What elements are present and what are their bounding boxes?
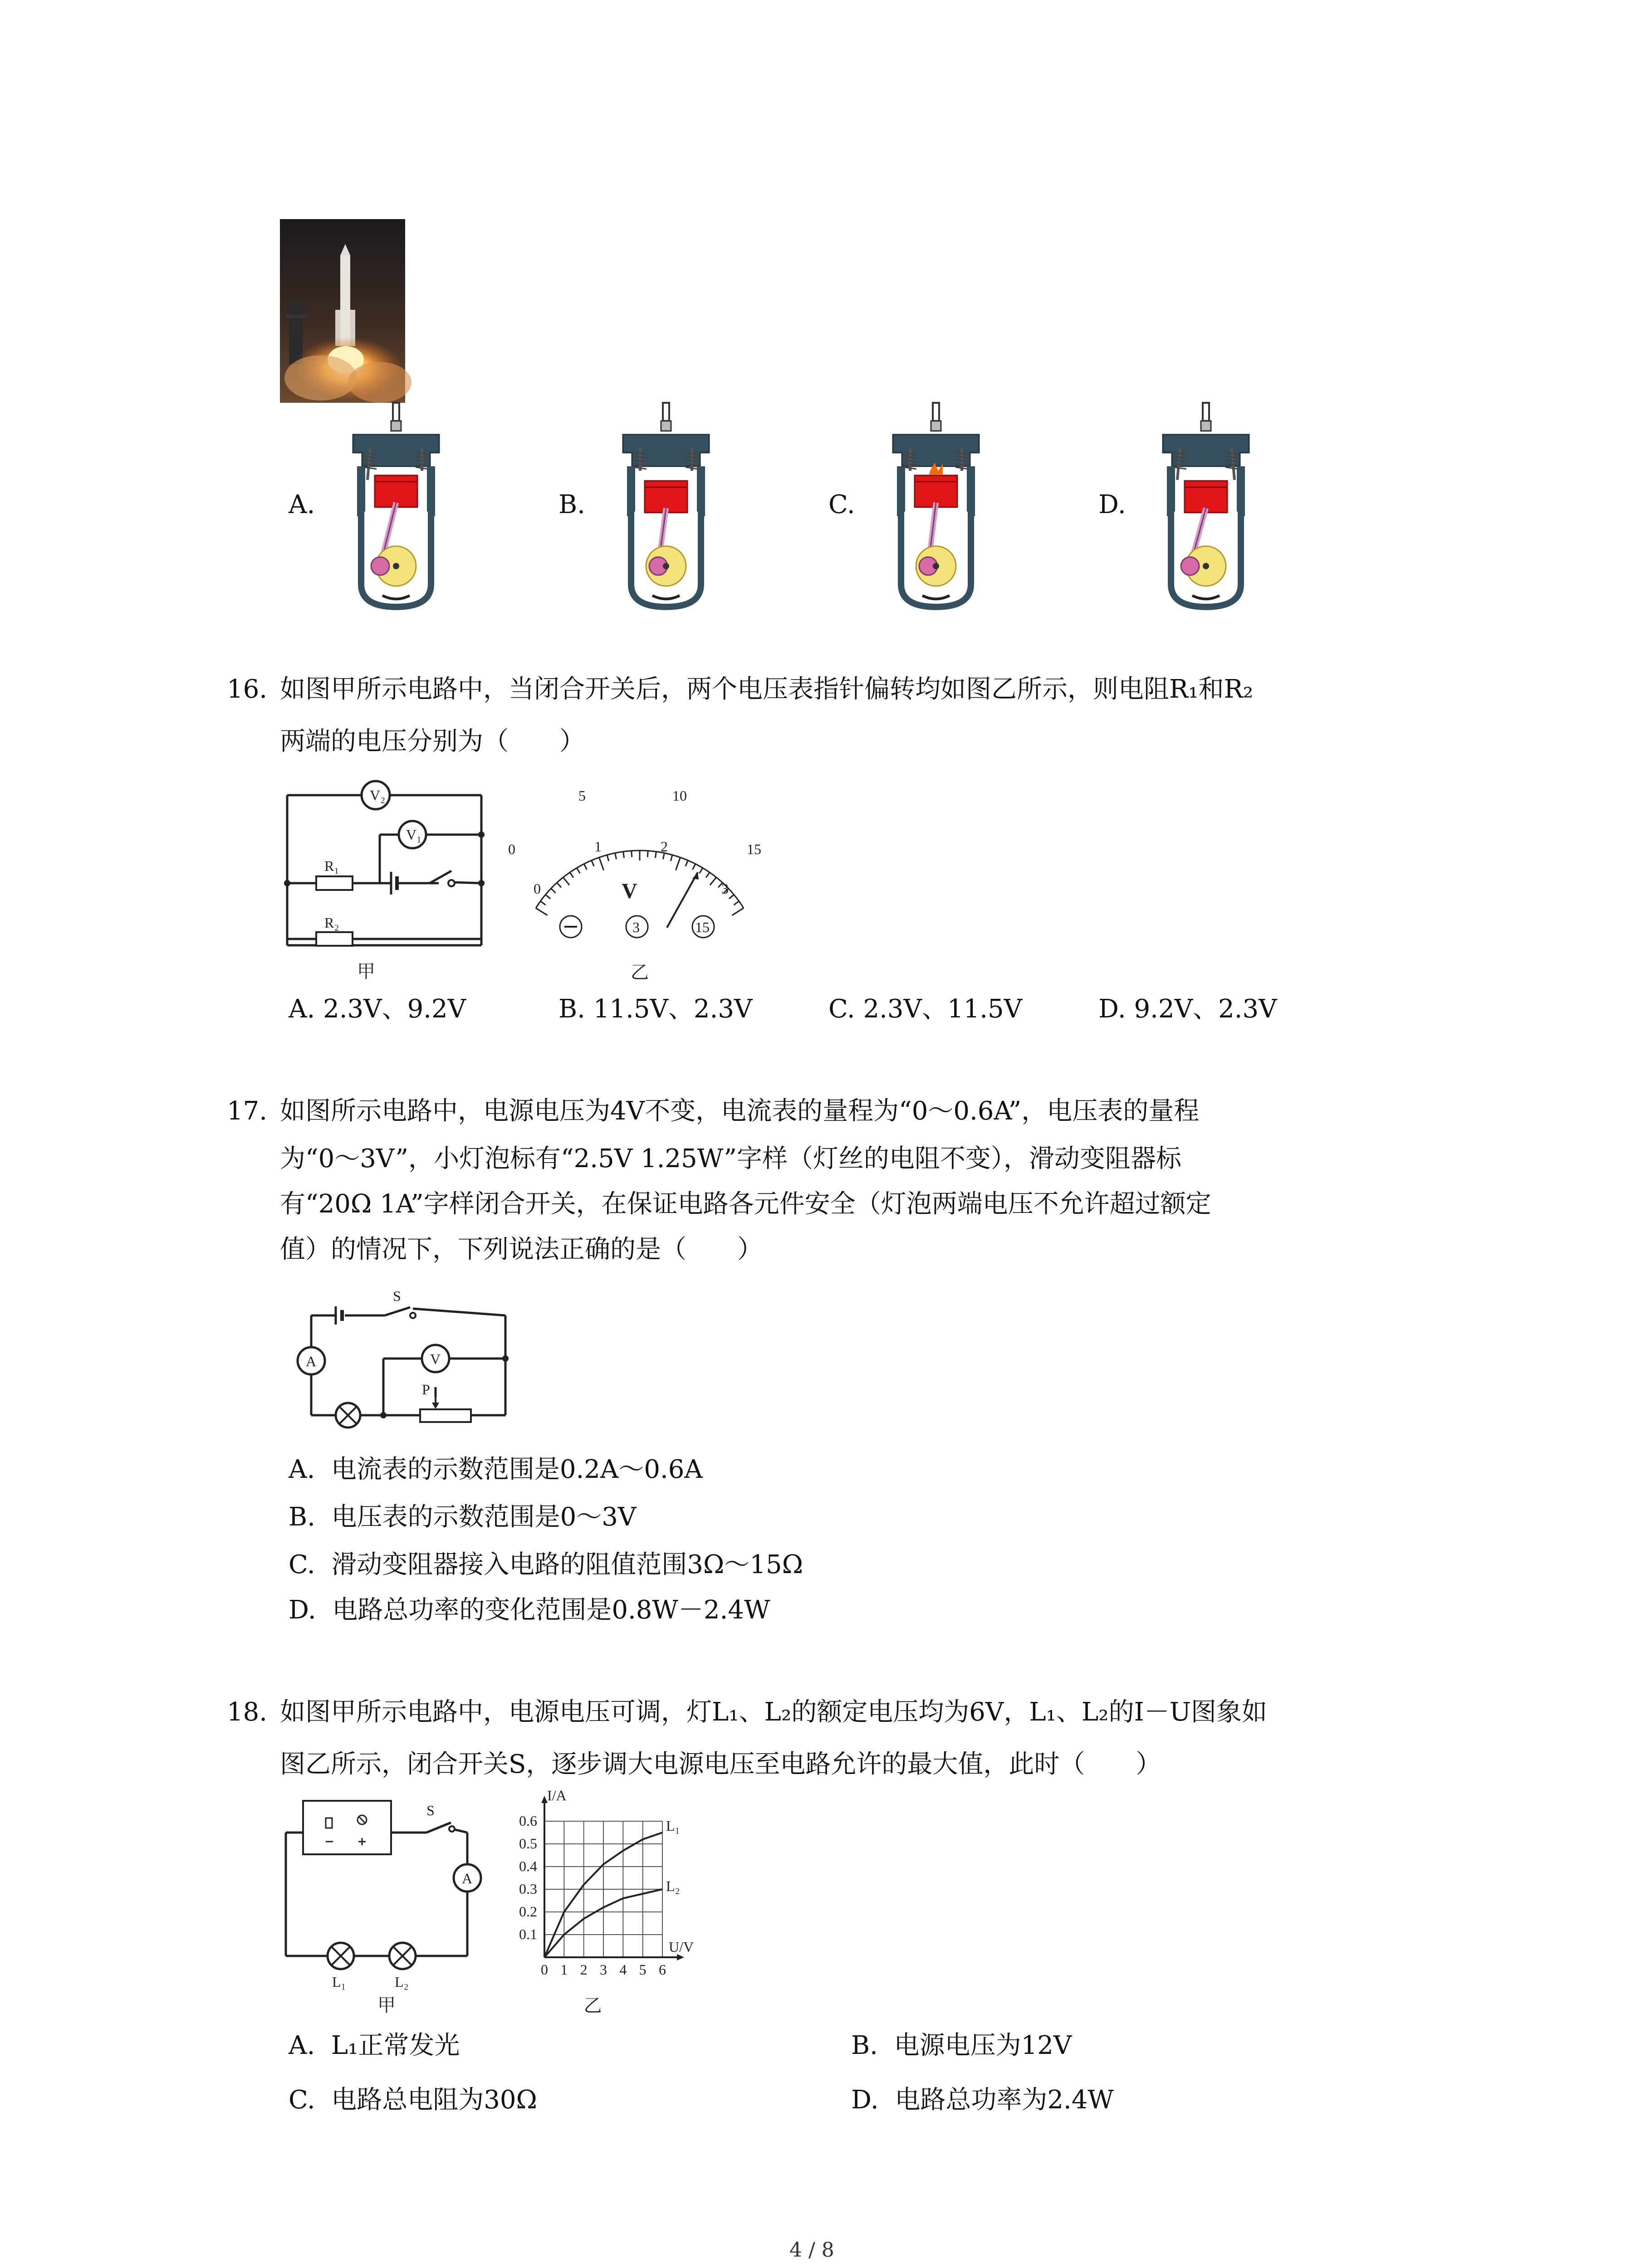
q16-option-a[interactable] [289, 989, 466, 1025]
q16-option-c[interactable] [828, 989, 1022, 1025]
fig-jia-caption: 甲 [357, 961, 375, 982]
series-label-2: L₂ [666, 1878, 680, 1894]
option-letter: B. [558, 994, 585, 1024]
option-letter: C. [289, 1550, 315, 1579]
q17-number: 17. [227, 1096, 268, 1126]
q17-option-d[interactable] [289, 1588, 770, 1633]
y-tick-label: 0.4 [519, 1858, 537, 1874]
option-letter: A. [289, 1455, 315, 1484]
q16-circuit-jia [280, 771, 489, 980]
engine-diagram-b [605, 403, 727, 611]
option-text: 11.5V、2.3V [593, 994, 753, 1024]
dial-top-tick-0: 0 [508, 841, 515, 857]
voltmeter-label: V [430, 1351, 441, 1367]
x-axis-label: U/V [669, 1939, 694, 1955]
q15-option-b-letter: B. [558, 490, 585, 519]
y-tick-label: 0.5 [519, 1835, 537, 1852]
x-tick-label: 6 [659, 1961, 666, 1978]
option-text: 电路总功率为2.4W [895, 2085, 1114, 2115]
y-tick-label: 0.2 [519, 1903, 537, 1920]
option-text: 2.3V、9.2V [323, 994, 466, 1024]
y-tick-label: 0.1 [519, 1926, 537, 1942]
q15-option-d-letter: D. [1098, 490, 1126, 519]
rocket-photo [280, 219, 405, 403]
v1-label: V₁ [406, 826, 422, 843]
fig-yi-caption: 乙 [631, 962, 649, 982]
q17-option-b[interactable] [289, 1495, 636, 1540]
option-letter: B. [289, 1502, 315, 1532]
q16-text-line1: 如图甲所示电路中，当闭合开关后，两个电压表指针偏转均如图乙所示，则电阻R₁和R₂ [280, 675, 1254, 704]
r1-label: R₁ [324, 858, 339, 874]
q18-option-a[interactable] [289, 2023, 460, 2068]
option-letter: D. [851, 2085, 879, 2115]
dial-top-tick-15: 15 [747, 841, 761, 857]
option-text: 滑动变阻器接入电路的阻值范围3Ω～15Ω [331, 1550, 803, 1579]
terminal-15: 15 [695, 919, 710, 935]
page-number: 4 / 8 [789, 2239, 834, 2262]
switch-s-label: S [426, 1802, 435, 1818]
option-text: 9.2V、2.3V [1134, 994, 1277, 1024]
option-text: 电压表的示数范围是0～3V [331, 1502, 637, 1532]
dial-ticks [536, 850, 744, 915]
engine-body [623, 403, 709, 607]
q16-option-b[interactable] [558, 989, 752, 1025]
dial-unit: V [622, 879, 637, 903]
q17-text-line2: 为“0～3V”，小灯泡标有“2.5V 1.25W”字样（灯丝的电阻不变），滑动变阻器标 [280, 1144, 1181, 1173]
q18-option-c[interactable] [289, 2077, 537, 2123]
slider-p-label: P [422, 1381, 430, 1398]
q17-option-a[interactable] [289, 1447, 703, 1492]
option-letter: D. [289, 1595, 316, 1625]
q17-option-c[interactable] [289, 1542, 803, 1588]
dial-needle [667, 872, 698, 928]
engine-diagram-a [335, 403, 457, 611]
option-text: 电源电压为12V [894, 2031, 1072, 2060]
r2-label: R₂ [324, 914, 339, 931]
q18-option-d[interactable] [851, 2077, 1114, 2123]
ammeter-label: A [306, 1353, 317, 1369]
option-letter: A. [289, 2031, 315, 2060]
x-tick-label: 0 [541, 1961, 548, 1978]
y-axis-label: I/A [547, 1787, 567, 1804]
lamp-l2-label: L₂ [395, 1974, 409, 1990]
x-tick-label: 1 [560, 1961, 568, 1978]
option-letter: C. [289, 2085, 315, 2115]
q17-text-line1: 如图所示电路中，电源电压为4V不变，电流表的量程为“0～0.6A”，电压表的量程 [280, 1096, 1200, 1126]
q15-option-a-letter: A. [289, 490, 315, 519]
q18-option-b[interactable] [851, 2023, 1072, 2068]
dial-bottom-tick-1: 1 [594, 838, 602, 855]
q16-voltmeter-dial [495, 782, 785, 982]
q18-text-line1: 如图甲所示电路中，电源电压可调，灯L₁、L₂的额定电压均为6V，L₁、L₂的I－U图象如 [280, 1697, 1267, 1727]
y-tick-label: 0.6 [519, 1813, 537, 1829]
v2-label: V₂ [370, 787, 386, 803]
lamp-l1-label: L₁ [332, 1974, 346, 1990]
option-letter: A. [289, 994, 315, 1024]
iu-chart [517, 1787, 717, 2021]
x-tick-label: 2 [580, 1961, 588, 1978]
engine-body [893, 403, 979, 607]
engine-body [353, 403, 439, 607]
x-tick-label: 3 [600, 1961, 607, 1978]
engine-body [1163, 403, 1249, 607]
dial-bottom-tick-2: 2 [661, 838, 668, 855]
dial-top-tick-10: 10 [672, 787, 687, 804]
option-text: 2.3V、11.5V [863, 994, 1023, 1024]
fig-jia-caption: 甲 [377, 1995, 396, 2015]
q16-text-line2: 两端的电压分别为（ ） [280, 727, 585, 756]
option-letter: D. [1098, 994, 1126, 1024]
x-tick-label: 4 [619, 1961, 627, 1978]
option-letter: C. [828, 994, 855, 1024]
q15-option-c-letter: C. [828, 490, 855, 519]
q17-circuit [286, 1284, 522, 1442]
q16-number: 16. [227, 675, 268, 704]
switch-s-label: S [393, 1288, 401, 1304]
ammeter-label: A [462, 1870, 473, 1887]
option-text: 电路总电阻为30Ω [331, 2085, 537, 2115]
option-letter: B. [851, 2031, 878, 2060]
engine-diagram-c [875, 403, 997, 611]
option-text: 电路总功率的变化范围是0.8W－2.4W [332, 1595, 770, 1625]
x-tick-label: 5 [639, 1961, 647, 1978]
q18-circuit-jia [281, 1796, 481, 2014]
terminal-3: 3 [632, 919, 640, 935]
series-label-1: L₁ [666, 1818, 680, 1834]
dial-bottom-tick-3: 3 [721, 880, 729, 897]
q17-text-line3: 有“20Ω 1A”字样闭合开关，在保证电路各元件安全（灯泡两端电压不允许超过额定 [280, 1189, 1211, 1219]
option-text: L₁正常发光 [331, 2031, 460, 2060]
option-text: 电流表的示数范围是0.2A～0.6A [331, 1455, 703, 1484]
engine-diagram-d [1145, 403, 1267, 611]
q17-text-line4: 值）的情况下，下列说法正确的是（ ） [280, 1235, 763, 1264]
q18-number: 18. [227, 1697, 268, 1727]
dial-bottom-tick-0: 0 [534, 880, 541, 897]
y-tick-label: 0.3 [519, 1881, 537, 1897]
fig-yi-caption: 乙 [583, 1995, 602, 2016]
q16-option-d[interactable] [1098, 989, 1277, 1025]
q18-text-line2: 图乙所示，闭合开关S，逐步调大电源电压至电路允许的最大值，此时（ ） [280, 1750, 1161, 1779]
dial-top-tick-5: 5 [578, 787, 586, 804]
